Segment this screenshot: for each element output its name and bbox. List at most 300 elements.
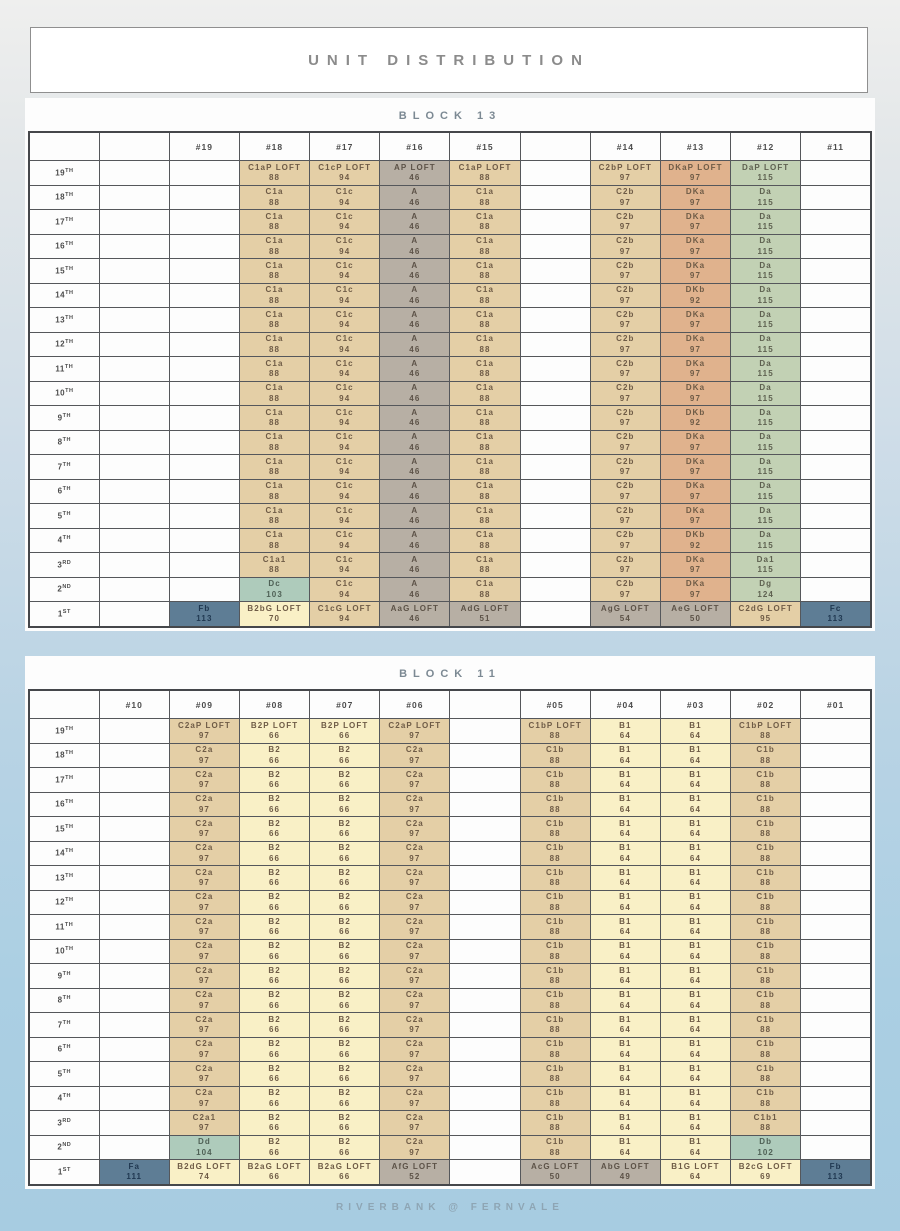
empty-cell [169,455,239,480]
empty-cell [450,1086,520,1111]
empty-cell [169,430,239,455]
unit-cell: B2 66 [239,1135,309,1160]
unit-cell: A 46 [380,210,450,235]
spacer-header [29,132,99,161]
unit-cell: C2a 97 [380,768,450,793]
unit-cell: B2 66 [310,915,380,940]
empty-cell [801,504,871,529]
empty-cell [801,210,871,235]
unit-cell: C2a 97 [169,964,239,989]
empty-cell [99,939,169,964]
unit-cell: C1a 88 [239,357,309,382]
floor-row [29,234,871,259]
empty-cell [801,357,871,382]
empty-cell [520,210,590,235]
unit-cell: C2bP LOFT 97 [590,161,660,186]
stack-header: #16 [380,132,450,161]
empty-cell [169,161,239,186]
empty-cell [99,743,169,768]
empty-cell [801,939,871,964]
unit-cell: B2 66 [239,743,309,768]
unit-cell: C1b 88 [731,817,801,842]
unit-cell: C1c 94 [310,283,380,308]
empty-cell [520,259,590,284]
unit-cell: C1a 88 [450,577,520,602]
empty-cell [801,719,871,744]
unit-cell: B1 64 [590,939,660,964]
unit-cell: B2 66 [310,1037,380,1062]
empty-cell [169,234,239,259]
unit-cell: B2bG LOFT 70 [239,602,309,627]
floor-row [29,283,871,308]
floor-row [29,768,871,793]
unit-cell: C1cG LOFT 94 [310,602,380,627]
unit-cell: C1b 88 [520,915,590,940]
unit-cell: B1 64 [660,1062,730,1087]
floor-label: 6TH [29,1037,99,1062]
unit-cell: DKa 97 [660,357,730,382]
unit-cell: B1 64 [660,743,730,768]
unit-cell: C1a 88 [450,357,520,382]
empty-cell [801,577,871,602]
floor-row [29,406,871,431]
unit-cell: C2a 97 [380,1013,450,1038]
unit-cell: C1b 88 [520,964,590,989]
unit-cell: C2b 97 [590,185,660,210]
unit-cell: C1c 94 [310,479,380,504]
floor-label: 8TH [29,988,99,1013]
empty-cell [99,259,169,284]
unit-cell: B2aG LOFT 66 [239,1160,309,1185]
unit-cell: C1c 94 [310,406,380,431]
unit-cell: A 46 [380,430,450,455]
unit-cell: Da 115 [731,210,801,235]
unit-cell: C1b 88 [731,1037,801,1062]
unit-cell: C2a 97 [169,841,239,866]
unit-cell: C1a 88 [239,479,309,504]
floor-label: 19TH [29,161,99,186]
unit-cell: B2 66 [239,915,309,940]
unit-cell: C2aP LOFT 97 [380,719,450,744]
unit-cell: C1a 88 [239,504,309,529]
unit-cell: B2 66 [239,866,309,891]
empty-cell [450,719,520,744]
stack-header: #14 [590,132,660,161]
empty-cell [99,185,169,210]
floor-label: 7TH [29,1013,99,1038]
empty-cell [801,817,871,842]
empty-cell [801,743,871,768]
floor-label: 9TH [29,406,99,431]
floor-label: 4TH [29,528,99,553]
unit-cell: B2 66 [310,817,380,842]
empty-cell [99,768,169,793]
unit-cell: DKa 97 [660,185,730,210]
unit-cell: C2a 97 [169,817,239,842]
unit-cell: DKb 92 [660,283,730,308]
unit-cell: AfG LOFT 52 [380,1160,450,1185]
unit-cell: C2a 97 [380,915,450,940]
unit-cell: C2a 97 [169,743,239,768]
unit-cell: C2a 97 [169,866,239,891]
unit-cell: B1 64 [590,1037,660,1062]
unit-cell: C1b 88 [520,988,590,1013]
empty-cell [99,234,169,259]
stack-header: #10 [99,690,169,719]
unit-cell: C1b 88 [731,890,801,915]
unit-cell: B1 64 [660,866,730,891]
unit-cell: B1 64 [660,1111,730,1136]
unit-cell: C1c 94 [310,504,380,529]
unit-cell: C1c 94 [310,259,380,284]
floor-row [29,1160,871,1185]
empty-cell [801,915,871,940]
floor-row [29,866,871,891]
unit-cell: B2 66 [239,939,309,964]
floor-label: 3RD [29,553,99,578]
floor-label: 13TH [29,308,99,333]
unit-cell: B1 64 [660,915,730,940]
empty-cell [169,528,239,553]
spacer-header [450,690,520,719]
empty-cell [99,283,169,308]
unit-cell: Fb 113 [801,1160,871,1185]
unit-cell: B2cG LOFT 69 [731,1160,801,1185]
unit-cell: DKa 97 [660,577,730,602]
unit-cell: C1c 94 [310,210,380,235]
empty-cell [520,528,590,553]
empty-cell [520,577,590,602]
unit-cell: C1b 88 [520,841,590,866]
unit-cell: C1a 88 [450,210,520,235]
empty-cell [801,988,871,1013]
unit-cell: B2 66 [310,792,380,817]
unit-cell: C1c 94 [310,185,380,210]
unit-cell: Da 115 [731,528,801,553]
unit-cell: C1a 88 [239,406,309,431]
empty-cell [99,792,169,817]
floor-label: 9TH [29,964,99,989]
unit-cell: A 46 [380,528,450,553]
empty-cell [520,406,590,431]
floor-row [29,185,871,210]
empty-cell [520,185,590,210]
empty-cell [99,332,169,357]
unit-cell: AeG LOFT 50 [660,602,730,627]
empty-cell [801,768,871,793]
unit-cell: Dd 104 [169,1135,239,1160]
empty-cell [450,841,520,866]
empty-cell [99,406,169,431]
empty-cell [801,1086,871,1111]
empty-cell [520,553,590,578]
unit-cell: C2aP LOFT 97 [169,719,239,744]
unit-cell: C1c 94 [310,455,380,480]
unit-cell: C1b 88 [520,1037,590,1062]
unit-cell: A 46 [380,259,450,284]
unit-cell: DKa 97 [660,308,730,333]
unit-cell: C2a 97 [169,1037,239,1062]
floor-row [29,210,871,235]
unit-cell: Da 115 [731,259,801,284]
unit-cell: Da 115 [731,381,801,406]
unit-cell: B2 66 [239,890,309,915]
unit-cell: B2 66 [310,1135,380,1160]
unit-cell: C2a 97 [380,988,450,1013]
unit-cell: C1c 94 [310,430,380,455]
unit-cell: C2a 97 [380,1037,450,1062]
unit-cell: C1b 88 [731,866,801,891]
footer-brand: RIVERBANK @ FERNVALE [336,1202,564,1213]
unit-cell: C1a 88 [239,234,309,259]
floor-label: 18TH [29,743,99,768]
unit-cell: A 46 [380,553,450,578]
empty-cell [801,1135,871,1160]
stack-header: #13 [660,132,730,161]
empty-cell [450,1111,520,1136]
unit-cell: C1a 88 [239,381,309,406]
unit-cell: B2 66 [310,939,380,964]
unit-cell: C2a 97 [169,939,239,964]
unit-cell: A 46 [380,185,450,210]
unit-cell: B2 66 [239,964,309,989]
unit-cell: A 46 [380,234,450,259]
floor-row [29,308,871,333]
empty-cell [99,455,169,480]
floor-row [29,719,871,744]
unit-cell: Dc 103 [239,577,309,602]
unit-cell: Da 115 [731,308,801,333]
unit-cell: C2b 97 [590,406,660,431]
empty-cell [801,1111,871,1136]
unit-cell: B1 64 [590,988,660,1013]
unit-cell: Fb 113 [169,602,239,627]
empty-cell [801,1013,871,1038]
floor-row [29,890,871,915]
empty-cell [520,234,590,259]
empty-cell [169,185,239,210]
unit-cell: Da1 115 [731,553,801,578]
unit-cell: AbG LOFT 49 [590,1160,660,1185]
unit-cell: C1a 88 [450,406,520,431]
empty-cell [801,259,871,284]
floor-label: 7TH [29,455,99,480]
floor-label: 1ST [29,602,99,627]
unit-cell: C2a 97 [380,1062,450,1087]
floor-label: 17TH [29,210,99,235]
floor-label: 12TH [29,332,99,357]
floor-label: 19TH [29,719,99,744]
block-11-title: BLOCK 11 [399,668,501,680]
spacer-header [520,132,590,161]
unit-cell: Da 115 [731,357,801,382]
unit-cell: C2b 97 [590,332,660,357]
floor-label: 13TH [29,866,99,891]
unit-cell: C1b 88 [731,743,801,768]
unit-cell: Fc 113 [801,602,871,627]
unit-cell: C2a 97 [169,915,239,940]
unit-cell: DKb 92 [660,528,730,553]
floor-row [29,841,871,866]
unit-cell: DKaP LOFT 97 [660,161,730,186]
floor-label: 8TH [29,430,99,455]
unit-cell: C1a 88 [450,332,520,357]
empty-cell [520,602,590,627]
unit-cell: B2 66 [239,988,309,1013]
unit-cell: C1a 88 [239,210,309,235]
unit-cell: C1a 88 [239,455,309,480]
unit-cell: C1a 88 [239,283,309,308]
empty-cell [169,283,239,308]
unit-cell: B1 64 [660,964,730,989]
unit-cell: DKa 97 [660,553,730,578]
floor-row [29,504,871,529]
floor-label: 18TH [29,185,99,210]
unit-cell: C1b 88 [520,792,590,817]
empty-cell [99,890,169,915]
floor-row [29,915,871,940]
empty-cell [520,161,590,186]
unit-cell: B1 64 [590,915,660,940]
unit-cell: C1bP LOFT 88 [731,719,801,744]
unit-cell: C1c 94 [310,553,380,578]
unit-cell: C1c 94 [310,381,380,406]
empty-cell [99,504,169,529]
empty-cell [99,577,169,602]
empty-cell [450,1037,520,1062]
empty-cell [801,455,871,480]
empty-cell [520,332,590,357]
empty-cell [801,792,871,817]
unit-cell: B1 64 [590,841,660,866]
unit-cell: A 46 [380,308,450,333]
empty-cell [99,1135,169,1160]
unit-cell: B1G LOFT 64 [660,1160,730,1185]
floor-label: 15TH [29,259,99,284]
unit-cell: C1b 88 [520,1111,590,1136]
empty-cell [520,357,590,382]
unit-cell: B2 66 [239,1062,309,1087]
unit-cell: B1 64 [660,817,730,842]
unit-cell: C2a 97 [380,866,450,891]
empty-cell [801,528,871,553]
stack-header: #18 [239,132,309,161]
stack-header: #05 [520,690,590,719]
empty-cell [450,890,520,915]
unit-cell: B2 66 [310,866,380,891]
empty-cell [801,479,871,504]
empty-cell [169,259,239,284]
stack-header: #03 [660,690,730,719]
unit-cell: B2 66 [310,1086,380,1111]
unit-cell: C1a 88 [450,259,520,284]
unit-cell: B2 66 [239,1037,309,1062]
unit-cell: C1a 88 [450,283,520,308]
unit-cell: C2b 97 [590,577,660,602]
unit-cell: DKa 97 [660,455,730,480]
unit-cell: C1a 88 [450,430,520,455]
unit-cell: B1 64 [590,1086,660,1111]
unit-cell: C1a 88 [450,553,520,578]
floor-label: 2ND [29,1135,99,1160]
unit-cell: C1c 94 [310,577,380,602]
empty-cell [99,357,169,382]
stack-header: #19 [169,132,239,161]
unit-cell: C2b 97 [590,528,660,553]
unit-cell: DKa 97 [660,430,730,455]
unit-cell: DKb 92 [660,406,730,431]
empty-cell [169,553,239,578]
stack-header: #09 [169,690,239,719]
empty-cell [450,743,520,768]
floor-row [29,357,871,382]
unit-cell: C2b 97 [590,234,660,259]
unit-cell: C2a 97 [380,964,450,989]
empty-cell [801,553,871,578]
empty-cell [99,1086,169,1111]
unit-cell: B2 66 [310,841,380,866]
unit-cell: C1b 88 [731,988,801,1013]
empty-cell [169,332,239,357]
floor-row [29,988,871,1013]
unit-cell: Db 102 [731,1135,801,1160]
unit-cell: B1 64 [590,1013,660,1038]
floor-label: 16TH [29,792,99,817]
unit-cell: B1 64 [660,1037,730,1062]
unit-cell: C2a 97 [380,1135,450,1160]
floor-row [29,1135,871,1160]
floor-row [29,1086,871,1111]
unit-cell: C1b 88 [520,1013,590,1038]
unit-cell: C2a 97 [380,792,450,817]
unit-cell: A 46 [380,357,450,382]
unit-cell: C1b 88 [520,817,590,842]
floor-row [29,577,871,602]
empty-cell [169,406,239,431]
empty-cell [520,283,590,308]
unit-cell: C1c 94 [310,528,380,553]
floor-row [29,332,871,357]
empty-cell [520,479,590,504]
unit-cell: B1 64 [660,988,730,1013]
empty-cell [801,185,871,210]
unit-cell: B1 64 [660,939,730,964]
unit-cell: B1 64 [590,890,660,915]
floor-row [29,259,871,284]
unit-cell: C2a 97 [169,1062,239,1087]
empty-cell [801,1037,871,1062]
unit-cell: B2 66 [239,792,309,817]
block-11-unit-table [28,689,872,1186]
floor-row [29,553,871,578]
unit-cell: B2 66 [239,768,309,793]
empty-cell [520,308,590,333]
stack-header: #07 [310,690,380,719]
unit-cell: C2a 97 [380,743,450,768]
unit-cell: C2b 97 [590,308,660,333]
stack-header: #12 [731,132,801,161]
stack-header: #02 [731,690,801,719]
unit-cell: Da 115 [731,283,801,308]
unit-cell: B1 64 [660,1013,730,1038]
unit-cell: C1a 88 [239,259,309,284]
unit-cell: C2a 97 [380,939,450,964]
unit-cell: Dg 124 [731,577,801,602]
unit-cell: C1b 88 [731,1013,801,1038]
unit-cell: C1b 88 [520,1062,590,1087]
unit-cell: C2b 97 [590,357,660,382]
empty-cell [801,890,871,915]
